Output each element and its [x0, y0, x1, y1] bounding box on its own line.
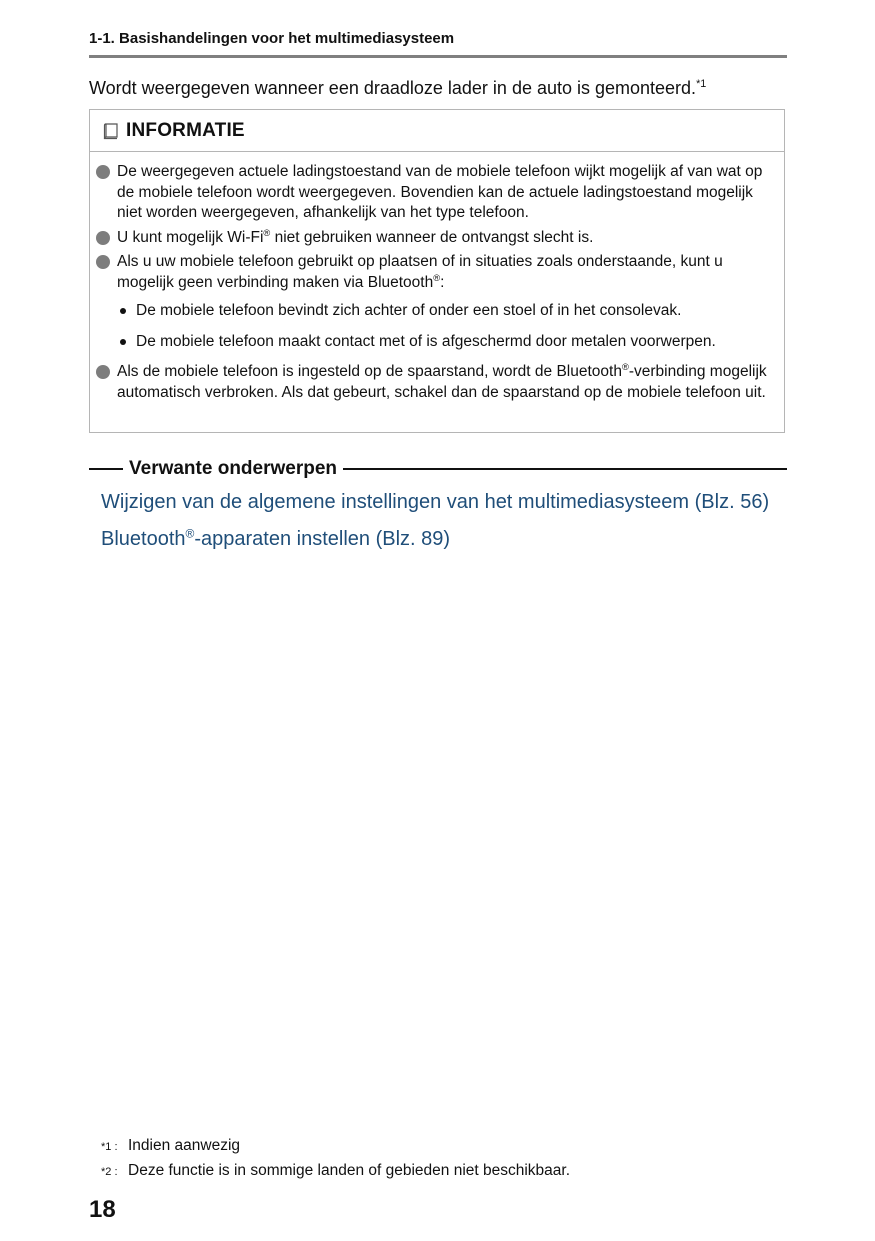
information-body	[90, 152, 784, 403]
page-number: 18	[89, 1196, 116, 1223]
footnote-mark: *2 :	[101, 1166, 118, 1178]
info-sub-list	[120, 301, 770, 352]
footnote-mark: *1 :	[101, 1141, 118, 1153]
info-sub-item-text: De mobiele telefoon maakt contact met of is afgeschermd door metalen voorwerpen.	[136, 332, 716, 350]
footnote-text: Indien aanwezig	[128, 1137, 241, 1154]
related-rule-right	[343, 468, 787, 470]
info-item-text: U kunt mogelijk Wi-Fi® niet gebruiken wanneer de ontvangst slecht is.	[117, 227, 594, 246]
bullet-icon	[96, 255, 110, 269]
info-item	[96, 252, 770, 293]
info-sub-item	[120, 332, 770, 353]
section-header: 1-1. Basishandelingen voor het multimediasysteem	[89, 30, 455, 47]
info-sub-item-text: De mobiele telefoon bevindt zich achter of onder een stoel of in het consolevak.	[136, 302, 682, 319]
info-item	[96, 162, 770, 224]
intro-paragraph	[89, 78, 787, 99]
footnote	[101, 1137, 791, 1155]
footnote-text: Deze functie is in sommige landen of gebieden niet beschikbaar.	[128, 1162, 571, 1179]
information-header	[90, 110, 784, 152]
header-rule	[89, 55, 787, 58]
information-title: INFORMATIE	[126, 119, 245, 141]
info-item	[96, 362, 770, 403]
related-rule-left	[89, 468, 123, 470]
bullet-icon	[96, 231, 110, 245]
intro-text: Wordt weergegeven wanneer een draadloze lader in de auto is gemonteerd.	[89, 78, 697, 98]
info-item-text: Als de mobiele telefoon is ingesteld op de spaarstand, wordt de Bluetooth®-verbinding mogelijk automatisch verbroken. Als dat gebeurt, schakel dan de spaarstand op de mobiele telefoon uit.	[117, 361, 767, 401]
info-item	[96, 228, 770, 249]
related-link-general-settings[interactable]: Wijzigen van de algemene instellingen van het multimediasysteem (Blz. 56)	[101, 491, 770, 513]
related-topics-title: Verwante onderwerpen	[129, 458, 338, 479]
small-bullet-icon	[120, 308, 126, 314]
bullet-icon	[96, 165, 110, 179]
info-item-text: Als u uw mobiele telefoon gebruikt op plaatsen of in situaties zoals onderstaande, kunt u mogelijk geen verbinding maken via Bluetooth®:	[117, 253, 723, 291]
bullet-icon	[96, 365, 110, 379]
related-links	[101, 490, 781, 564]
information-box	[89, 109, 785, 433]
intro-footnote-ref: *1	[696, 78, 707, 90]
small-bullet-icon	[120, 339, 126, 345]
related-topics-header	[89, 456, 787, 482]
related-link-bluetooth-setup[interactable]: Bluetooth®-apparaten instellen (Blz. 89)	[101, 526, 451, 550]
info-sub-item	[120, 301, 770, 322]
footnote	[101, 1162, 791, 1180]
info-item-text: De weergegeven actuele ladingstoestand van de mobiele telefoon wijkt mogelijk af van wat op de mobiele telefoon wordt weergegeven. Bovendien kan de actuele ladingstoestand mogelijk niet worden weergegeven, afhankelijk van het type telefoon.	[117, 163, 763, 221]
book-icon	[102, 122, 120, 140]
footnotes	[101, 1137, 791, 1187]
